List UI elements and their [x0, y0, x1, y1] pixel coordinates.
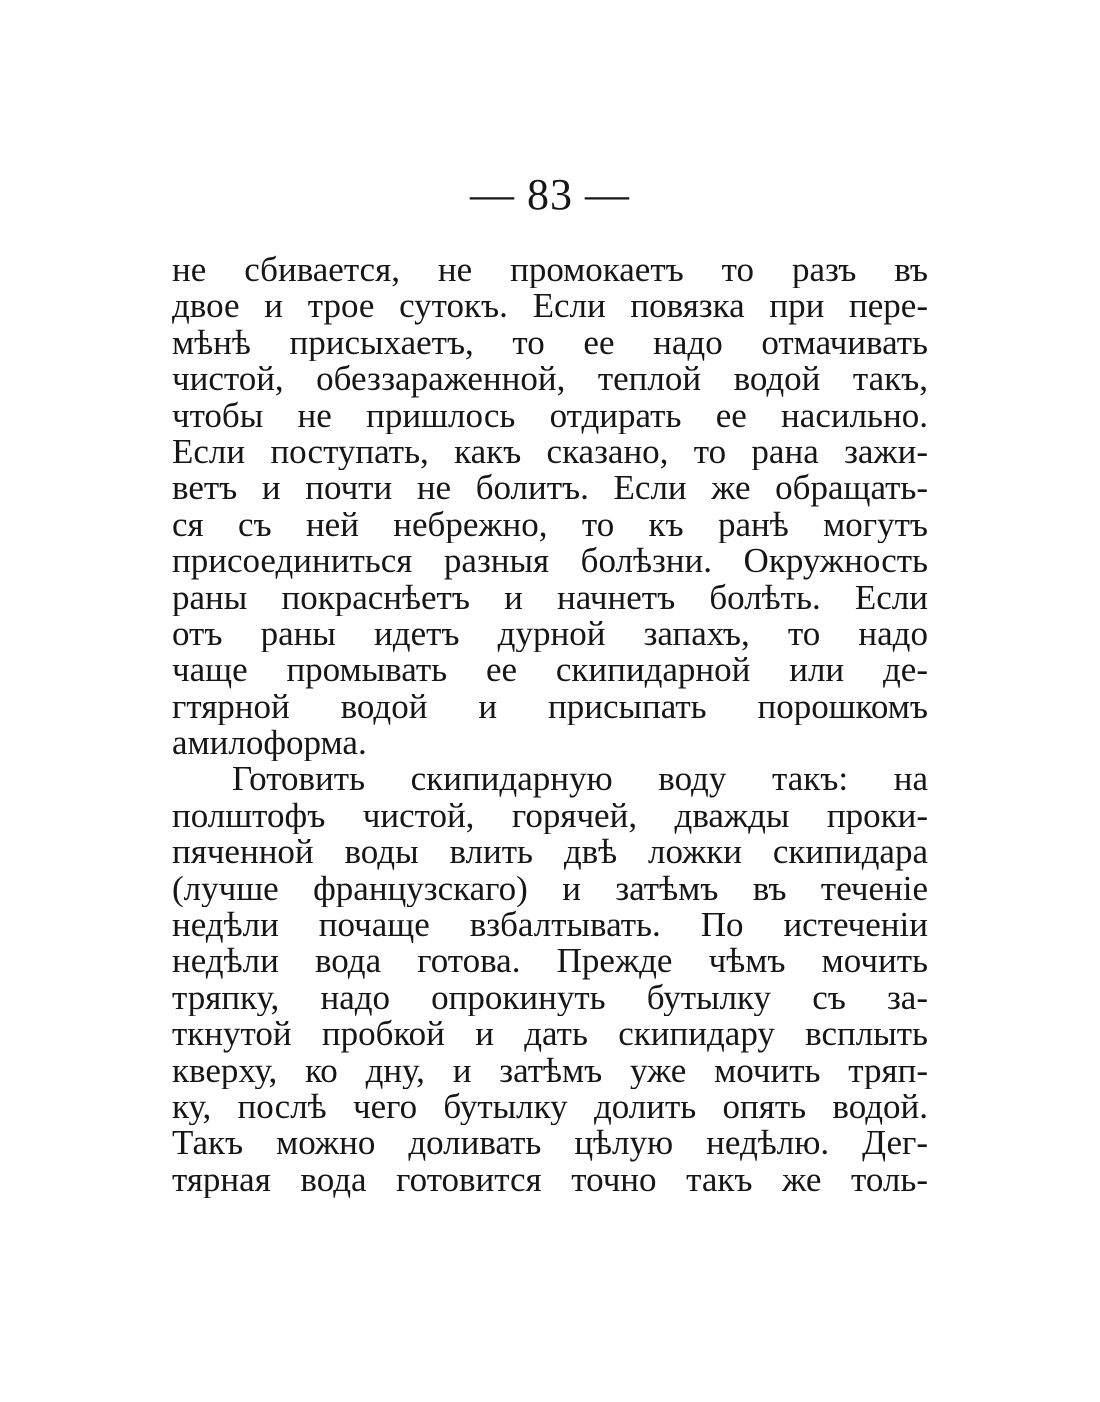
body-text	[172, 252, 928, 1198]
text-line: пяченной воды влить двѣ ложки скипидара	[172, 834, 928, 871]
page-number: — 83 —	[470, 170, 630, 219]
text-line: (лучше французскаго) и затѣмъ въ теченіе	[172, 870, 928, 908]
text-line: ветъ и почти не болитъ. Если же обращать-	[172, 470, 928, 507]
text-line: присоединиться разныя болѣзни. Окружность	[172, 543, 928, 580]
text-line: недѣли вода готова. Прежде чѣмъ мочить	[172, 943, 928, 980]
text-line: отъ раны идетъ дурной запахъ, то надо	[172, 615, 928, 653]
text-line: тярная вода готовится точно такъ же толь-	[172, 1161, 928, 1199]
text-line: недѣли почаще взбалтывать. По истеченіи	[172, 907, 928, 944]
text-line: гтярной водой и присыпать порошкомъ	[172, 688, 928, 726]
paragraph	[172, 761, 928, 1198]
paragraph	[172, 252, 928, 761]
text-line: ткнутой пробкой и дать скипидару всплыть	[172, 1016, 928, 1053]
text-line: полштофъ чистой, горячей, дважды проки-	[172, 797, 928, 835]
text-line: Такъ можно доливать цѣлую недѣлю. Дег-	[172, 1125, 928, 1162]
text-line: двое и трое сутокъ. Если повязка при пере-	[172, 288, 928, 325]
text-line: раны покраснѣетъ и начнетъ болѣть. Если	[172, 579, 928, 616]
text-line: чтобы не пришлось отдирать ее насильно.	[172, 397, 928, 434]
text-line: ку, послѣ чего бутылку долить опять водой.	[172, 1088, 928, 1126]
text-line: не сбивается, не промокаетъ то разъ въ	[172, 252, 928, 289]
text-line: Если поступать, какъ сказано, то рана зажи-	[172, 433, 928, 471]
text-line: амилоформа.	[172, 725, 367, 762]
text-line: тряпку, надо опрокинуть бутылку съ за-	[172, 979, 928, 1017]
text-line: ся съ ней небрежно, то къ ранѣ могутъ	[172, 506, 928, 544]
text-line: Готовить скипидарную воду такъ: на	[232, 761, 928, 798]
text-line: чистой, обеззараженной, теплой водой такъ,	[172, 361, 928, 398]
text-line: чаще промывать ее скипидарной или де-	[172, 652, 928, 689]
text-line: кверху, ко дну, и затѣмъ уже мочить тряп-	[172, 1052, 928, 1089]
text-line: мѣнѣ присыхаетъ, то ее надо отмачивать	[172, 324, 928, 362]
